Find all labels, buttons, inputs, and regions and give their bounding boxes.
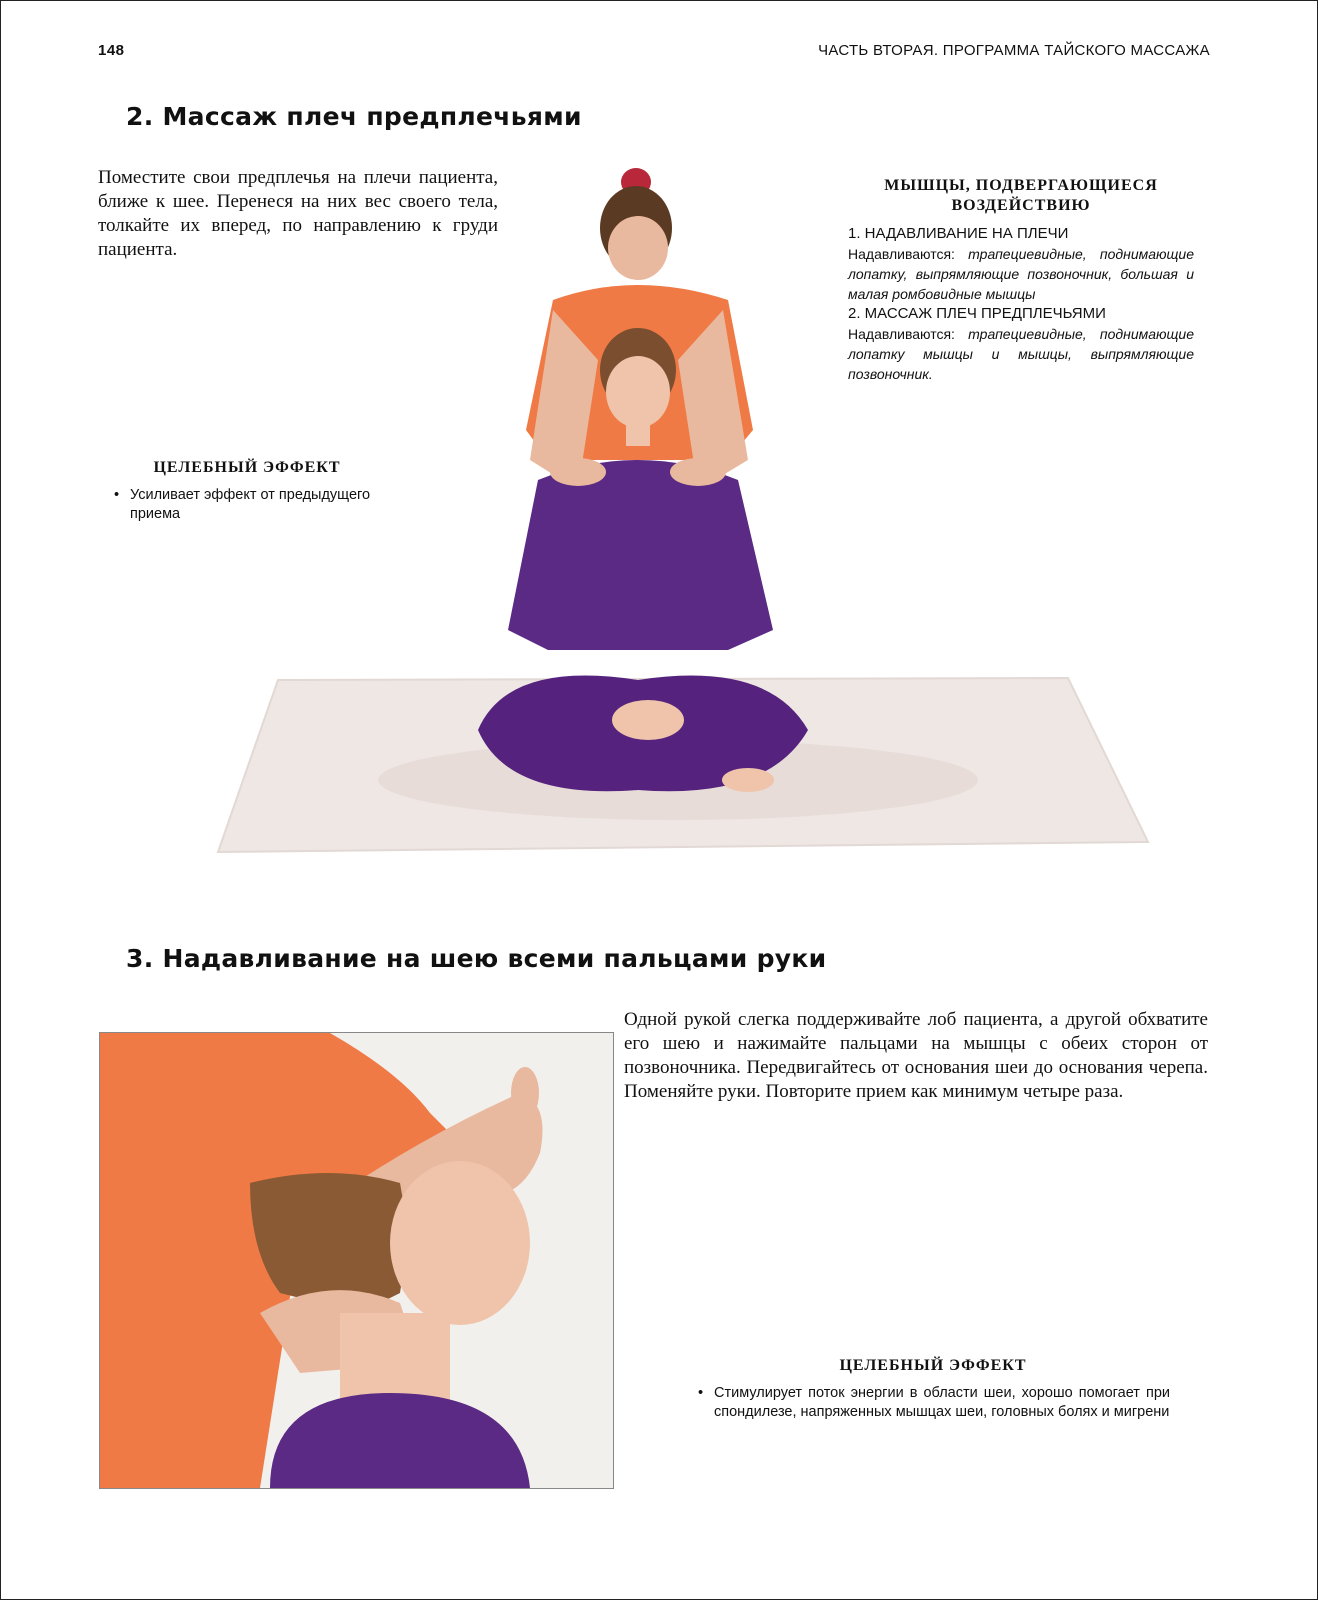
muscles-item-2 — [848, 304, 1194, 384]
page-number: 148 — [98, 42, 125, 59]
muscles-item-1-desc: трапециевидные, поднимающие лопатку, выпрямляющие позвоночник, большая и малая ромбовидные мышцы — [848, 246, 1194, 302]
section-2-instruction: Поместите свои предплечья на плечи пациента, ближе к шее. Перенеся на них вес своего тела, толкайте их вперед, по направлению к груди пациента. — [98, 167, 498, 260]
muscles-item-2-text — [848, 324, 1194, 384]
running-title: ЧАСТЬ ВТОРАЯ. ПРОГРАММА ТАЙСКОГО МАССАЖА — [818, 42, 1210, 59]
muscles-item-1 — [848, 224, 1194, 304]
therapist-thumb — [511, 1067, 539, 1119]
effect-box-1-bullet: • Усиливает эффект от предыдущего приема — [112, 486, 382, 524]
patient-foot — [722, 768, 774, 792]
patient-shirt — [508, 460, 773, 650]
section-3-instruction: Одной рукой слегка поддерживайте лоб пациента, а другой обхватите его шею и нажимайте пальцами на мышцы с обеих сторон от позвоночника. Передвигайтесь от основания шеи до основания черепа. Поменяйте руки. Повторите прием как минимум четыре раза. — [624, 1009, 1208, 1102]
therapist-face — [608, 216, 668, 280]
patient-neck — [340, 1313, 450, 1403]
patient-face — [390, 1161, 530, 1325]
effect-box-2-title: ЦЕЛЕБНЫЙ ЭФФЕКТ — [839, 1357, 1027, 1374]
section-3-title: 3. Надавливание на шею всеми пальцами руки — [126, 944, 827, 973]
patient-hands — [612, 700, 684, 740]
patient-face — [606, 356, 670, 428]
effect-box-1 — [112, 458, 382, 524]
photo-neck-press-drawing — [100, 1033, 613, 1488]
therapist-right-hand — [670, 458, 726, 486]
muscles-box-title: МЫШЦЫ, ПОДВЕРГАЮЩИЕСЯ ВОЗДЕЙСТВИЮ — [884, 177, 1158, 214]
muscles-box — [848, 176, 1194, 384]
effect-box-2-bullet: • Стимулирует поток энергии в области шеи, хорошо помогает при спондилезе, напряженных мышцах шеи, головных болях и мигрени — [696, 1384, 1170, 1422]
muscles-item-1-text — [848, 244, 1194, 304]
patient-neck — [626, 422, 650, 446]
muscles-item-1-lead: Надавливаются: — [848, 246, 955, 262]
effect-box-2 — [696, 1356, 1170, 1422]
section-2-title: 2. Массаж плеч предплечьями — [126, 102, 582, 131]
therapist-left-hand — [550, 458, 606, 486]
muscles-item-2-desc: трапециевидные, поднимающие лопатку мышцы и мышцы, выпрямляющие позвоночник. — [848, 326, 1194, 382]
muscles-item-2-lead: Надавливаются: — [848, 326, 955, 342]
muscles-item-1-heading: 1. НАДАВЛИВАНИЕ НА ПЛЕЧИ — [848, 225, 1069, 242]
photo-neck-press — [99, 1032, 614, 1489]
muscles-item-2-heading: 2. МАССАЖ ПЛЕЧ ПРЕДПЛЕЧЬЯМИ — [848, 305, 1106, 322]
effect-box-1-title: ЦЕЛЕБНЫЙ ЭФФЕКТ — [153, 459, 341, 476]
